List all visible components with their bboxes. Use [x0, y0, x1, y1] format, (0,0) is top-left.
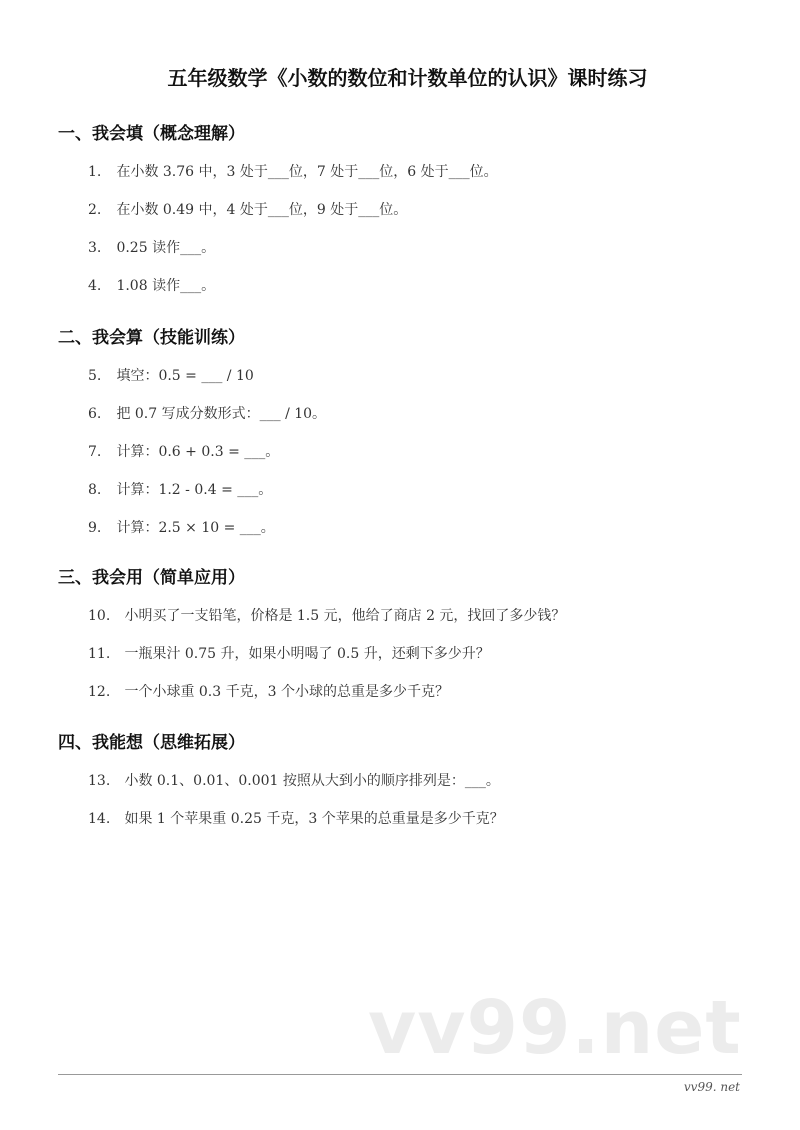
- question-text: 计算：2.5 × 10 = ___。: [116, 520, 275, 536]
- question-item: [88, 643, 565, 681]
- question-text: 在小数 0.49 中，4 处于___位，9 处于___位。: [116, 202, 408, 218]
- footer-site: vv99. net: [683, 1080, 740, 1094]
- question-number: 3.: [88, 240, 102, 256]
- question-number: 8.: [88, 482, 102, 498]
- section-heading: 三、我会用（简单应用）: [58, 568, 245, 588]
- question-text: 1.08 读作___。: [116, 278, 216, 294]
- watermark: vv99.net: [368, 985, 742, 1071]
- question-item: [88, 605, 565, 643]
- question-text: 把 0.7 写成分数形式：___ / 10。: [116, 406, 327, 422]
- question-text: 计算：1.2 - 0.4 = ___。: [116, 482, 273, 498]
- footer-divider: [58, 1074, 742, 1075]
- question-text: 小明买了一支铅笔，价格是 1.5 元，他给了商店 2 元，找回了多少钱？: [124, 608, 566, 624]
- question-item: [88, 403, 326, 441]
- question-number: 10.: [88, 608, 111, 624]
- question-text: 0.25 读作___。: [116, 240, 216, 256]
- question-number: 7.: [88, 444, 102, 460]
- question-number: 14.: [88, 811, 111, 827]
- question-item: [88, 441, 326, 479]
- section-4: [58, 732, 504, 846]
- question-number: 2.: [88, 202, 102, 218]
- section-3: [58, 567, 565, 719]
- question-item: [88, 681, 565, 719]
- section-heading: 一、我会填（概念理解）: [58, 124, 245, 144]
- question-item: [88, 161, 498, 199]
- question-text: 一瓶果汁 0.75 升，如果小明喝了 0.5 升，还剩下多少升？: [124, 646, 490, 662]
- section-2: [58, 327, 326, 555]
- question-number: 6.: [88, 406, 102, 422]
- question-number: 11.: [88, 646, 111, 662]
- question-number: 9.: [88, 520, 102, 536]
- question-item: [88, 808, 504, 846]
- section-1: [58, 123, 498, 313]
- question-number: 1.: [88, 164, 102, 180]
- question-number: 12.: [88, 684, 111, 700]
- question-number: 13.: [88, 773, 111, 789]
- section-heading: 二、我会算（技能训练）: [58, 328, 245, 348]
- question-item: [88, 199, 498, 237]
- question-text: 填空：0.5 = ___ / 10: [116, 368, 254, 384]
- question-text: 在小数 3.76 中，3 处于___位，7 处于___位，6 处于___位。: [116, 164, 498, 180]
- question-text: 一个小球重 0.3 千克，3 个小球的总重是多少千克？: [124, 684, 449, 700]
- question-item: [88, 770, 504, 808]
- section-heading: 四、我能想（思维拓展）: [58, 733, 245, 753]
- question-item: [88, 275, 498, 313]
- question-number: 5.: [88, 368, 102, 384]
- question-item: [88, 479, 326, 517]
- question-text: 小数 0.1、0.01、0.001 按照从大到小的顺序排列是：___。: [124, 773, 500, 789]
- question-text: 计算：0.6 + 0.3 = ___。: [116, 444, 280, 460]
- question-item: [88, 517, 326, 555]
- question-item: [88, 365, 326, 403]
- question-text: 如果 1 个苹果重 0.25 千克，3 个苹果的总重量是多少千克？: [124, 811, 504, 827]
- page-title: 五年级数学《小数的数位和计数单位的认识》课时练习: [167, 66, 648, 90]
- question-item: [88, 237, 498, 275]
- question-number: 4.: [88, 278, 102, 294]
